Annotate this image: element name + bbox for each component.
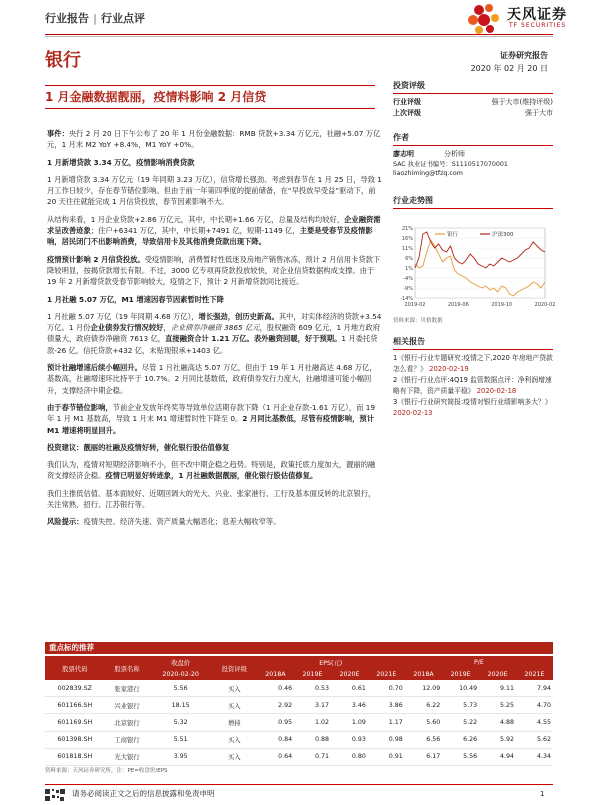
col-rating: 投资评级 — [212, 656, 257, 680]
rating-row-industry — [393, 97, 553, 108]
tsf-text-d: 企业债券发行情况较好 — [90, 323, 164, 333]
cell-code: 601398.SH — [45, 731, 105, 748]
cell-value: 5.56 — [442, 748, 479, 765]
cell-value: 3.17 — [294, 697, 331, 714]
author-panel — [393, 132, 553, 178]
author-license: SAC 执业证书编号：S1110517070001 — [393, 161, 508, 168]
col-pe: P/E — [405, 656, 553, 668]
col-name: 股票名称 — [105, 656, 150, 680]
rating-value: 强于大市 — [525, 109, 553, 117]
paragraph-m1 — [47, 402, 382, 436]
stock-recommendation-table — [45, 656, 553, 766]
y-tick-label: 6% — [405, 256, 413, 262]
section-heading-loans: 1 月新增贷款 3.34 万亿，疫情影响消费贷款 — [47, 157, 195, 167]
cell-value: 1.09 — [331, 714, 368, 731]
series-line-1 — [415, 232, 545, 268]
header-rule — [45, 34, 553, 35]
chart-source: 资料来源：贝格数据 — [393, 318, 443, 324]
cell-value: 0.98 — [368, 731, 405, 748]
author-email[interactable]: liaozhiming@tfzq.com — [393, 170, 463, 177]
col-year: 2019E — [294, 668, 331, 680]
page-number: 1 — [540, 790, 545, 798]
col-price: 收盘价 — [149, 656, 211, 668]
footer-rule — [45, 784, 553, 785]
cell-name: 兴业银行 — [105, 697, 150, 714]
cell-value: 7.94 — [516, 680, 553, 697]
x-tick-label: 2019-06 — [447, 302, 469, 308]
related-reports — [393, 336, 553, 419]
cell-value: 0.91 — [368, 748, 405, 765]
tsf-text-i: 1 月委托贷款-26 亿，信托贷款+432 亿，未贴现银承+1403 亿。 — [47, 334, 378, 355]
table-source-note: 资料来源：天风证券研究所，注：PE=收盘价/EPS — [45, 768, 168, 774]
view-text-a: 我们认为，疫情对短期经济影响不小，但不改中期企稳之趋势。特别是，政策托底力度加大，靓丽的融资支撑经济企稳。 — [47, 460, 376, 481]
table-row[interactable] — [45, 731, 553, 748]
cell-value: 9.11 — [479, 680, 516, 697]
cell-name: 光大银行 — [105, 748, 150, 765]
cell-price: 5.56 — [149, 680, 211, 697]
breadcrumb — [45, 10, 145, 26]
x-tick-label: 2019-02 — [404, 302, 426, 308]
table-body — [45, 680, 553, 765]
cell-price: 3.95 — [149, 748, 211, 765]
cell-value: 0.53 — [294, 680, 331, 697]
col-year: 2018A — [257, 668, 294, 680]
cell-value: 5.73 — [442, 697, 479, 714]
paragraph-risk — [47, 516, 382, 527]
paragraph-tsf-growth — [47, 362, 382, 396]
cell-value: 6.22 — [405, 697, 442, 714]
rating-key: 上次评级 — [393, 109, 421, 117]
brand-name: 天风证券 — [507, 7, 567, 23]
related-report-date: 2020-02-18 — [476, 387, 517, 395]
cell-value: 1.02 — [294, 714, 331, 731]
risk-text: 疫情失控、经济失速、资产质量大幅恶化；息差大幅收窄等。 — [83, 517, 281, 527]
forecast-text-b: 受疫情影响，消费暂时性低迷及房地产销售冰冻，预计 2 月信用卡贷款下降较明显，按揭贷款增长有限。不过，3000 亿专项再贷款投放较快，对企业信贷数据构成支撑。由于 19 年 2 月新增贷款受春节影响较大，疫情之下，预计 2 月新增贷款同比接近。 — [47, 254, 381, 287]
y-tick-label: 11% — [401, 246, 413, 252]
cell-value: 3.46 — [331, 697, 368, 714]
paragraph-feb-forecast — [47, 254, 382, 288]
section-heading-tsf: 1 月社融 5.07 万亿，M1 增速因春节因素暂时性下降 — [47, 294, 224, 304]
table-row[interactable] — [45, 680, 553, 697]
cell-rating: 买入 — [212, 731, 257, 748]
headline-bottom-rule — [45, 108, 375, 109]
crumb-industry-comment[interactable]: 行业点评 — [101, 12, 146, 25]
cell-value: 6.17 — [405, 748, 442, 765]
x-tick-label: 2020-02 — [534, 302, 556, 308]
tsf-text-f: 企业债券净融资 3865 亿元 — [170, 323, 260, 333]
cell-price: 18.15 — [149, 697, 211, 714]
y-tick-label: -14% — [400, 296, 413, 302]
cell-value: 0.95 — [257, 714, 294, 731]
cell-name: 北京银行 — [105, 714, 150, 731]
cell-value: 0.84 — [257, 731, 294, 748]
section-heading-investment: 投资建议：靓丽的社融及疫情好转，催化银行股估值修复 — [47, 442, 230, 452]
tsf-text-e: ， — [163, 323, 171, 333]
growth-text-a: 预计社融增速后续小幅回升。 — [47, 363, 142, 373]
cell-value: 5.60 — [405, 714, 442, 731]
tsf-text-g: ，股权融资 609 亿元，1 月地方政府债量大，政府债券净融资 7613 亿， — [47, 323, 380, 344]
author-role: 分析师 — [444, 150, 465, 158]
rating-heading: 投资评级 — [393, 80, 553, 94]
cell-value: 0.80 — [331, 748, 368, 765]
col-code: 股票代码 — [45, 656, 105, 680]
cell-value: 4.55 — [516, 714, 553, 731]
cell-price: 5.32 — [149, 714, 211, 731]
crumb-separator: | — [93, 12, 98, 25]
col-year: 2020E — [479, 668, 516, 680]
related-report-2[interactable] — [393, 375, 553, 397]
rating-panel — [393, 80, 553, 119]
sector-title: 银行 — [45, 50, 81, 71]
legend-label: 银行 — [447, 232, 459, 238]
author-row — [393, 149, 553, 160]
trend-chart-svg — [393, 222, 556, 312]
related-report-date: 2020-02-19 — [429, 365, 469, 373]
paragraph-picks: 我们主推低估值、基本面较好、近期回调大的光大、兴业、张家港行、工行及基本面反转的北京银行，关注常熟、招行、江苏银行等。 — [47, 488, 376, 510]
risk-label: 风险提示： — [47, 517, 84, 527]
report-date: 2020 年 02 月 20 日 — [470, 64, 548, 73]
structure-text-a: 从结构来看，1 月企业贷款+2.86 万亿元，其中，中长期+1.66 万亿，总量及结构均较好， — [47, 214, 345, 224]
rating-key: 行业评级 — [393, 98, 421, 106]
related-heading: 相关报告 — [393, 336, 553, 350]
m1-text-a: 由于春节错位影响， — [47, 402, 113, 412]
header-rule-secondary — [45, 36, 553, 37]
col-year: 2021E — [516, 668, 553, 680]
cell-name: 张家港行 — [105, 680, 150, 697]
cell-value: 10.49 — [442, 680, 479, 697]
cell-rating: 增持 — [212, 714, 257, 731]
view-text-b: 疫情已明显好转迹象，1 月社融数据靓丽，催化银行股估值修复。 — [105, 471, 318, 481]
author-name: 廖志明 — [393, 150, 414, 158]
cell-value: 5.25 — [479, 697, 516, 714]
cell-value: 5.92 — [479, 731, 516, 748]
y-tick-label: 21% — [401, 226, 413, 232]
paragraph-loans: 1 月新增贷款 3.34 万亿元（19 年同期 3.23 万亿），信贷增长强劲。考虑到春节在 1 月 25 日，导致 1 月工作日较少，存在春节错位影响。但由于前一年第四季度的提前储备，在“早投放早受益”驱动下，前 20 天往往就能完成 1 月信贷投放，春节因素影响不大。 — [47, 174, 382, 207]
tsf-text-a: 1 月社融 5.07 万亿（19 年同期 4.68 万亿）， — [47, 311, 199, 321]
cell-rating: 买入 — [212, 748, 257, 765]
cell-rating: 买入 — [212, 680, 257, 697]
report-headline: 1 月金融数据靓丽，疫情料影响 2 月信贷 — [45, 90, 267, 104]
related-report-date: 2020-02-13 — [393, 409, 433, 417]
disclaimer-footer[interactable]: 请务必阅读正文之后的信息披露和免责申明 — [72, 789, 215, 798]
tsf-text-c: 其中，对实体经济的贷款+3.54 万亿。1 月份 — [47, 311, 382, 333]
cell-value: 3.86 — [368, 697, 405, 714]
paragraph-structure — [47, 214, 382, 248]
growth-text-b: 尽管 1 月社融高达 5.07 万亿，但由于 19 年 1 月社融高达 4.68 万亿，基数高，社融增速环比持平于 10.7%。2 月同比基数低，政府债券发行力度大，社融增速可能小幅回升，支撑经济中期企稳。 — [47, 363, 377, 395]
col-year: 2021E — [368, 668, 405, 680]
table-row[interactable] — [45, 697, 553, 714]
col-year: 2018A — [405, 668, 442, 680]
m1-text-c: 2 月同比基数低，尽管有疫情影响，预计 M1 增速将明显回升。 — [47, 414, 374, 435]
y-tick-label: 1% — [405, 266, 413, 272]
related-report-title[interactable]: 1《银行-行业专题研究:疫情之下,2020 年房地产贷款怎么看？》 — [393, 354, 553, 373]
cell-value: 0.61 — [331, 680, 368, 697]
cell-value: 0.64 — [257, 748, 294, 765]
structure-text-d: 主要是受春节及疫情影响，居民闭门不出影响消费，导致信用卡及其他消费贷款出现下降。 — [47, 226, 373, 247]
event-label: 事件： — [47, 129, 69, 138]
cell-value: 5.22 — [442, 714, 479, 731]
x-tick-label: 2019-10 — [491, 302, 513, 308]
tsf-text-b: 增长强劲，创历史新高。 — [198, 311, 279, 321]
report-body — [47, 128, 382, 528]
cell-value: 12.09 — [405, 680, 442, 697]
cell-value: 6.56 — [405, 731, 442, 748]
cell-value: 4.94 — [479, 748, 516, 765]
cell-value: 0.70 — [368, 680, 405, 697]
brand-logo — [465, 2, 595, 38]
cell-code: 601169.SH — [45, 714, 105, 731]
m1-text-b: 节前企业发放年终奖等导致单位活期存款下降（1 月企业存款-1.61 万亿），而 19 年 1 月 M1 基数高，导致 1 月末 M1 增速暂时性下降至 0。 — [47, 402, 375, 424]
tsf-text-h: 直接融资合计 1.21 万亿。表外融资回暖，好于预期。 — [165, 334, 342, 344]
event-paragraph — [47, 128, 382, 151]
y-tick-label: -9% — [403, 286, 413, 292]
forecast-text-a: 疫情预计影响 2 月信贷投放。 — [47, 254, 145, 264]
trend-panel — [393, 195, 553, 209]
cell-value: 1.17 — [368, 714, 405, 731]
rating-row-previous — [393, 108, 553, 119]
event-text: 央行 2 月 20 日下午公布了 20 年 1 月份金融数据：RMB 贷款+3.34 万亿元，社融+5.07 万亿元，1 月末 M2 YoY +8.4%，M1 YoY +0%。 — [47, 129, 381, 150]
headline-top-rule — [45, 85, 375, 86]
cell-value: 0.71 — [294, 748, 331, 765]
cell-value: 4.70 — [516, 697, 553, 714]
cell-value: 6.26 — [442, 731, 479, 748]
y-tick-label: 16% — [401, 236, 413, 242]
paragraph-tsf — [47, 311, 382, 356]
col-year: 2019E — [442, 668, 479, 680]
structure-text-b: 企业融资需求呈改善迹象 — [47, 214, 381, 236]
brand-logo-icon — [465, 2, 505, 36]
qr-code-icon — [45, 786, 65, 798]
y-tick-label: -4% — [403, 276, 413, 282]
cell-value: 2.92 — [257, 697, 294, 714]
cell-value: 0.46 — [257, 680, 294, 697]
cell-code: 002839.SZ — [45, 680, 105, 697]
report-type: 证券研究报告 — [500, 51, 548, 60]
trend-chart — [393, 222, 556, 312]
brand-name-en: TF SECURITIES — [509, 22, 567, 29]
table-title: 重点标的推荐 — [45, 642, 553, 654]
structure-text-c: ；住户+6341 万亿，其中，中长期+7491 亿，短期-1149 亿， — [90, 226, 300, 236]
cell-value: 5.62 — [516, 731, 553, 748]
cell-rating: 买入 — [212, 697, 257, 714]
cell-code: 601166.SH — [45, 697, 105, 714]
cell-code: 601818.SH — [45, 748, 105, 765]
related-report-3[interactable] — [393, 397, 553, 419]
cell-value: 4.34 — [516, 748, 553, 765]
table-row[interactable] — [45, 748, 553, 765]
col-eps: EPS(元) — [257, 656, 405, 668]
cell-value: 0.93 — [331, 731, 368, 748]
paragraph-view — [47, 459, 382, 482]
table-row[interactable] — [45, 714, 553, 731]
related-report-title[interactable]: 2《银行-行业点评:4Q19 监管数据点评：净利润增速略有下降，资产质量平稳》 — [393, 376, 552, 395]
col-price-date: 2020-02-20 — [149, 668, 211, 680]
col-year: 2020E — [331, 668, 368, 680]
cell-value: 4.88 — [479, 714, 516, 731]
related-report-title[interactable]: 3《银行-行业研究简报:疫情对银行业绩影响多大？》 — [393, 398, 552, 406]
author-heading: 作者 — [393, 132, 553, 146]
related-report-1[interactable] — [393, 353, 553, 375]
crumb-industry-report[interactable]: 行业报告 — [45, 12, 89, 25]
rating-value: 强于大市(维持评级) — [491, 98, 553, 106]
trend-heading: 行业走势图 — [393, 195, 553, 209]
cell-price: 5.51 — [149, 731, 211, 748]
cell-name: 工商银行 — [105, 731, 150, 748]
cell-value: 0.88 — [294, 731, 331, 748]
legend-label: 沪深300 — [492, 232, 514, 238]
